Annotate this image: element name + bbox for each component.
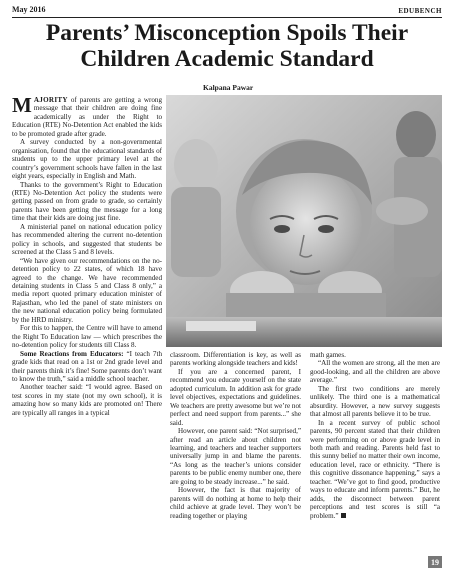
column-1: [12, 93, 162, 417]
publication-name: EDUBENCH: [398, 7, 442, 15]
lead-paragraph: [12, 93, 162, 138]
paragraph: “We have given our recommendations on the no-detention policy to 22 states, of which 18 have agreed to the change. We have recommended detaining students in Class 5 and Class 8 only,” a media report quoted primary education minister of Rajasthan, who led the panel of state ministers on the new national education policy being formulated by the HRD ministry.: [12, 256, 162, 324]
column-2: [170, 351, 301, 520]
header-rule: [12, 17, 442, 18]
article-title: Parents’ Misconception Spoils Their Children Academic Standard: [45, 20, 409, 72]
paragraph-text: In a recent survey of public school parents, 90 percent stated that their children were performing on or above grade level in both math and reading. Parents held fast to this sunny belief no matter their own income, education level, race or ethnicity. “There is this cognitive dissonance happening,” says a teacher. “We’ve got to find good, productive ways to educate and inform parents.” But, he adds, the disconnect between parent perceptions and test scores is still “a problem.”: [310, 418, 440, 520]
paragraph: If you are a concerned parent, I recommend you educate yourself on the state adopted curriculum. In addition ask for grade level objectives, expectations and guidelines. We teachers are pretty awesome but we’re not perfect and need support from parents...” she said.: [170, 367, 301, 427]
author-byline: Kalpana Pawar: [203, 83, 254, 92]
paragraph: However, one parent said: “Not surprised,” after read an article about children not learning, and teachers and teacher supporters universally jump in and blame the parents. “As long as the teacher’s unions consider parents to be public enemy number one, there are going to be steady increase...” he said.: [170, 427, 301, 486]
drop-cap: M: [12, 93, 32, 117]
paragraph: The first two conditions are merely unlikely. The third one is a mathematical absurdity. However, a new survey suggests that almost all parents believe it to be true.: [310, 384, 440, 419]
bored-student-photo: [166, 95, 442, 347]
sub-heading: Some Reactions from Educators:: [20, 349, 124, 358]
page-number: 19: [428, 556, 442, 568]
lead-text: of parents are getting a wrong message that their children are doing fine academically as under the Right to Education (RTE) No-Detention Act enabled the kids to be promoted grade after grade.: [12, 96, 162, 138]
closing-paragraph: [310, 419, 440, 520]
paragraph: math games.: [310, 351, 346, 359]
issue-date: May 2016: [12, 5, 46, 14]
article-photo: [166, 95, 442, 347]
paragraph: Thanks to the government’s Right to Education (RTE) No-Detention Act policy the students were getting passed on from grade to grade, so certainly parents have been getting the message for a long time that their kids are doing just fine.: [12, 180, 162, 223]
paragraph: Another teacher said: “I would agree. Based on test scores in my state (not my own school), it is amazing how so many kids are promoted on! There are typically all ranges in a typical: [12, 383, 162, 417]
educator-reactions: [12, 350, 162, 384]
paragraph-text: “I teach 7th grade kids that read on a 1st or 2nd grade level and their parents think it’s fine! Some parents don’t want to know the truth,” said a middle school teacher.: [12, 349, 162, 383]
column-3: [310, 351, 440, 520]
paragraph: A ministerial panel on national education policy has recommended altering the current no-detention policy in schools, and suggested that students be screened at the Class 5 and 8 levels.: [12, 222, 162, 257]
end-of-article-mark: [341, 513, 346, 518]
paragraph: However, the fact is that majority of parents will do nothing at home to help their child achieve at grade level. They won’t be reading together or playing: [170, 486, 301, 520]
paragraph: classroom. Differentiation is key, as well as parents working alongside teachers and kids!: [170, 351, 301, 368]
lead-caps: AJORITY: [33, 96, 68, 104]
paragraph: “All the women are strong, all the men are good-looking, and all the children are above average.”: [310, 359, 440, 385]
paragraph: A survey conducted by a non-governmental organisation, found that the educational standards of students up to the upper primary level at the country’s government schools have fallen in the last eight years, especially in English and Math.: [12, 138, 162, 181]
paragraph: For this to happen, the Centre will have to amend the Right To Education law — which prescribes the no-detention policy for students till Class 8.: [12, 324, 162, 350]
